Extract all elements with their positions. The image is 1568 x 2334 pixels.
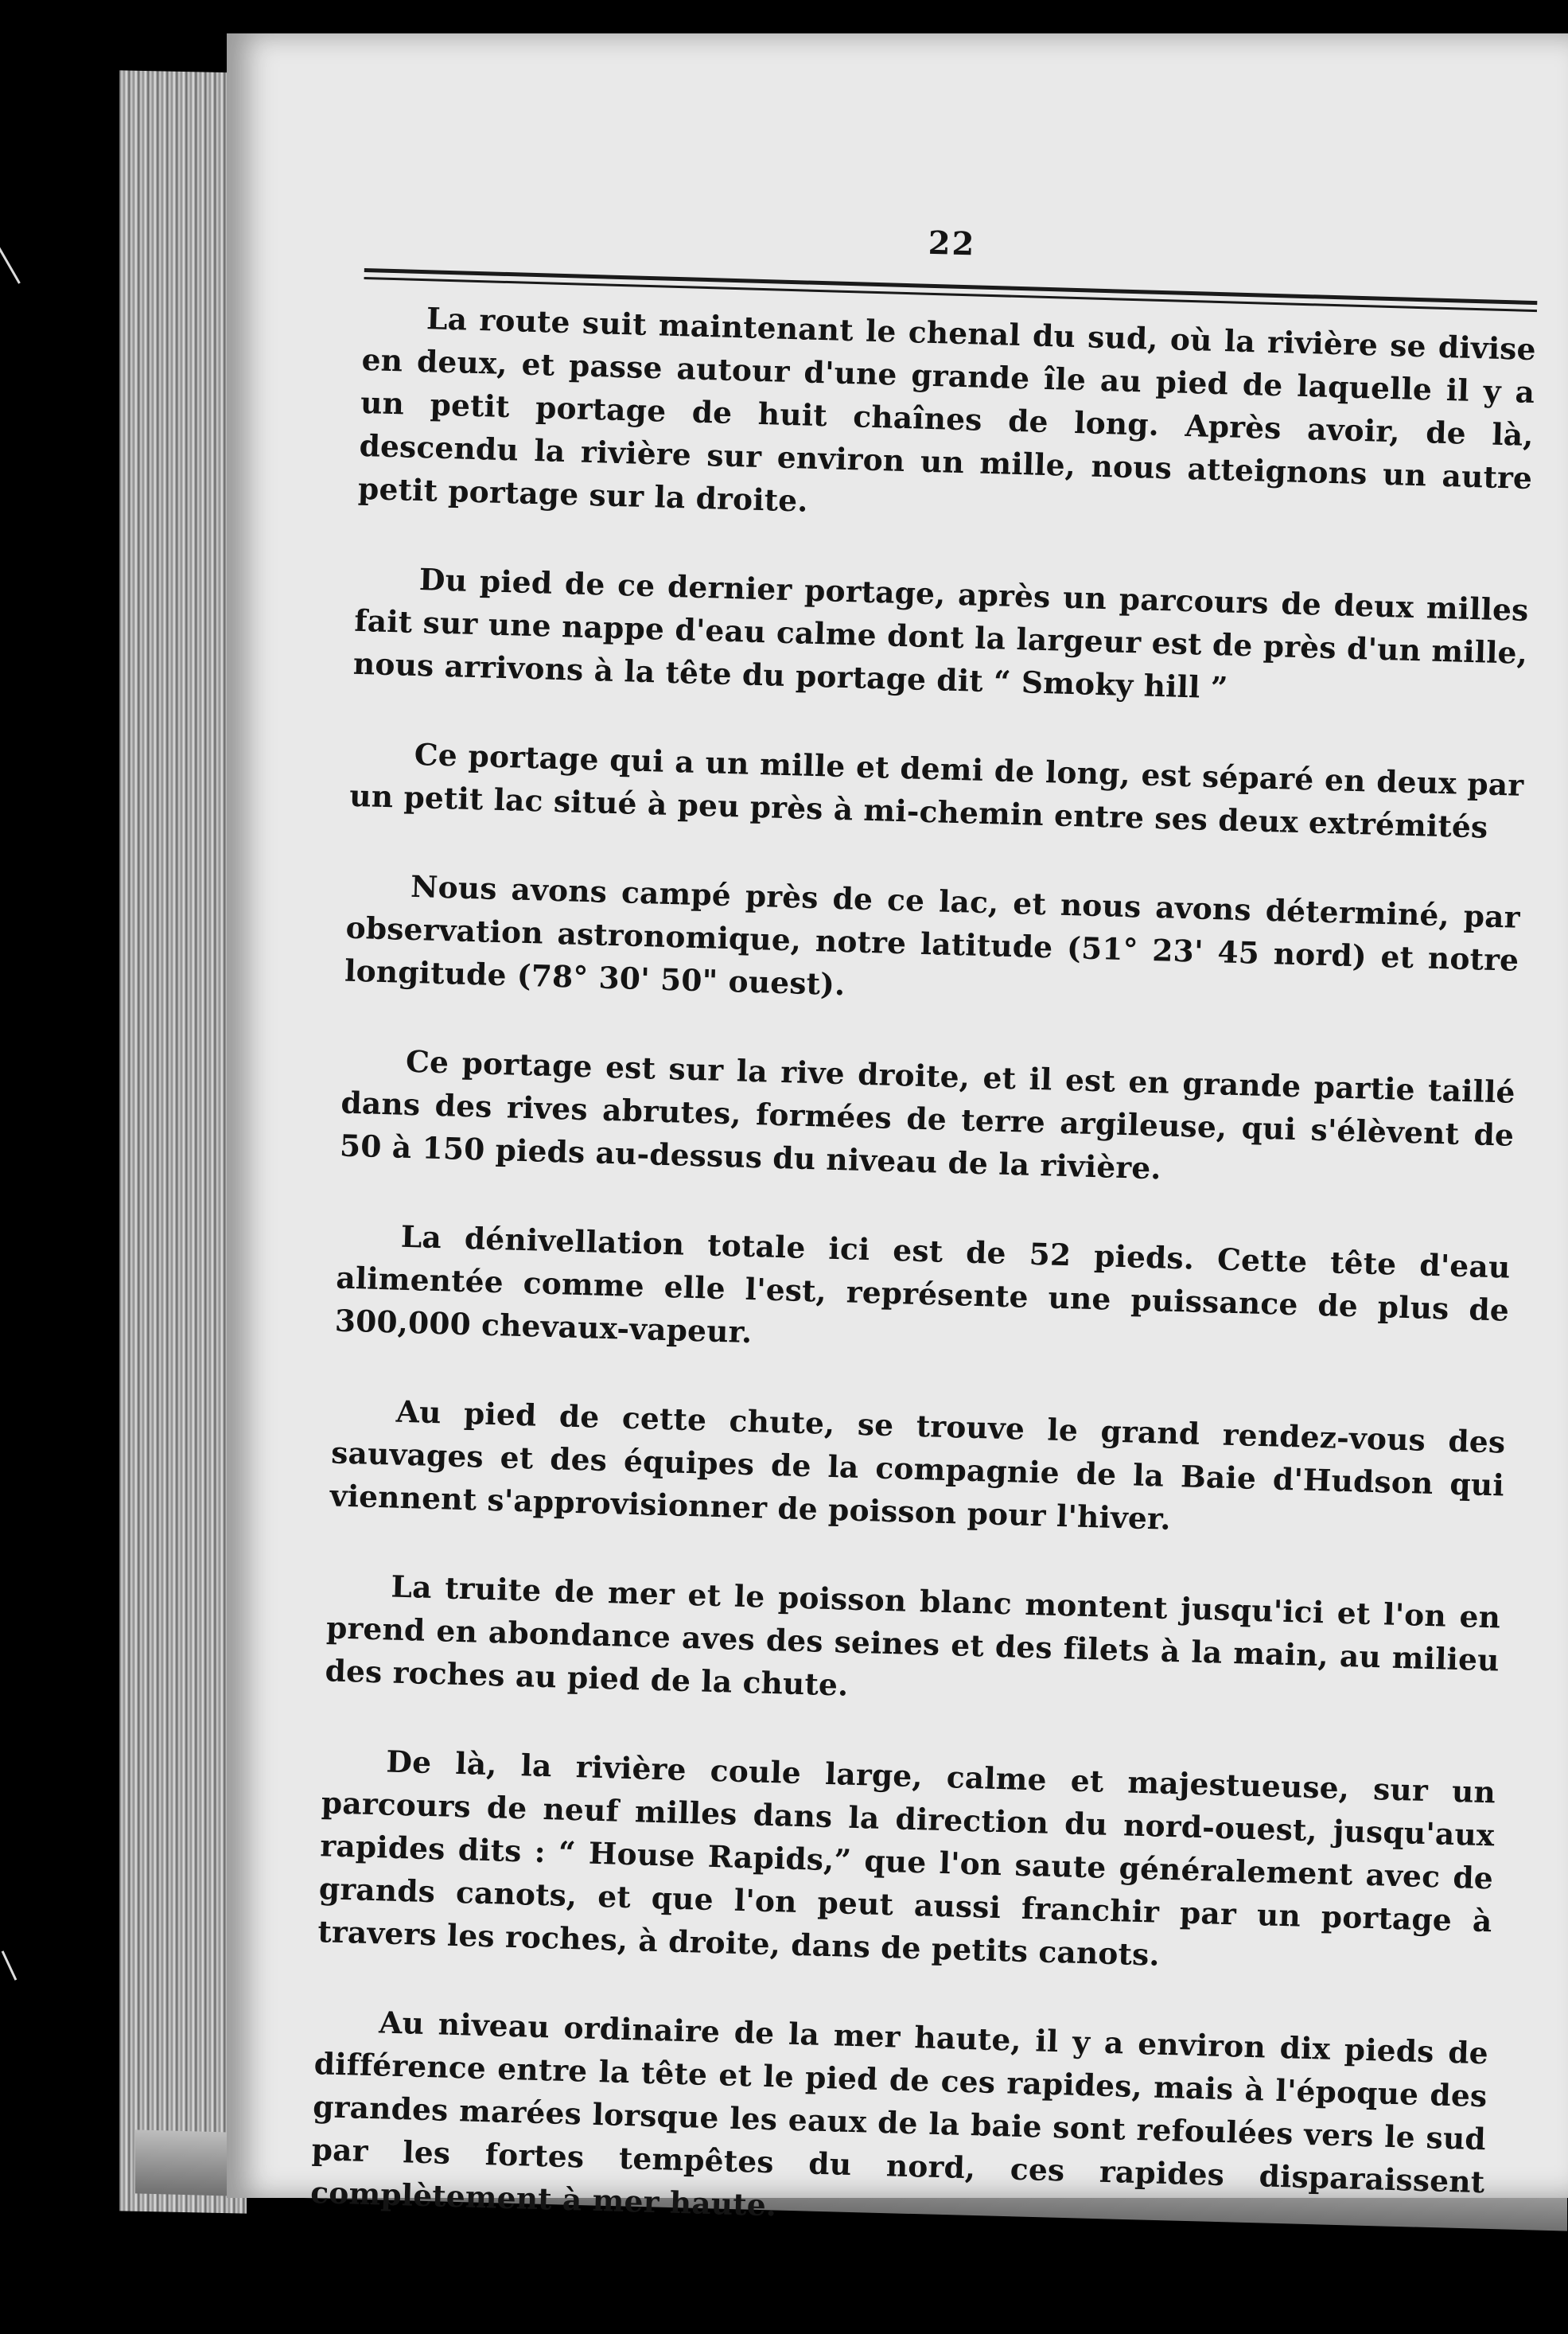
paragraph-2: Du pied de ce dernier portage, après un parcours de deux milles fait sur une nappe d'eau calme dont la largeur est de près d'un mille, nous arrivons à la tête du portage dit “ Smoky hill ” — [352, 562, 1530, 706]
paragraph-7: Au pied de cette chute, se trouve le grand rendez-vous des sauvages et des équipes de la compagnie de la Baie d'Hudson qui viennent s'approvisionner de poisson pour l'hiver. — [329, 1393, 1506, 1537]
page-number: 22 — [928, 224, 977, 263]
paragraph-4: Nous avons campé près de ce lac, et nous avons déterminé, par observation astronomique, notre latitude (51° 23' 45 nord) et notre longitude (78° 30' 50" ouest). — [344, 868, 1521, 1003]
paragraph-6: La dénivellation totale ici est de 52 pieds. Cette tête d'eau alimentée comme elle l'est, représente une puissance de plus de 300,000 chevaux-vapeur. — [334, 1218, 1512, 1350]
paragraph-5: Ce portage est sur la rive droite, et il est en grande partie taillé dans des rives abrutes, formées de terre argileuse, qui s'élèvent de 50 à 150 pieds au-dessus du niveau de la rivière. — [339, 1043, 1516, 1186]
paragraph-10: Au niveau ordinaire de la mer haute, il y a environ dix pieds de différence entre la tête et le pied de ces rapides, mais à l'époque des grandes marées lorsque les eaux de la baie sont refoulées vers le sud par les fortes tempêtes du nord, ces rapides disparaissent complètement à mer haute. — [309, 2005, 1489, 2223]
book-page — [227, 33, 1568, 2223]
paragraph-9: De là, la rivière coule large, calme et majestueuse, sur un parcours de neuf milles dans la direction du nord-ouest, jusqu'aux rapides dits : “ House Rapids,” que l'on saute généralement avec de grands canots, et que l'on peut aussi franchir par un portage à travers les roches, à droite, dans de petits canots. — [317, 1744, 1496, 1973]
paragraph-1: La route suit maintenant le chenal du sud, où la rivière se divise en deux, et passe autour d'une grande île au pied de laquelle il y a un petit portage de huit chaînes de long. Après avoir, de là, descendu la rivière sur environ un mille, nous atteignons un autre petit portage sur la droite. — [357, 301, 1537, 519]
paragraph-8: La truite de mer et le poisson blanc montent jusqu'ici et l'on en prend en abondance aves des seines et des filets à la main, au milieu des roches au pied de la chute. — [325, 1568, 1501, 1703]
paragraph-3: Ce portage qui a un mille et demi de long, est séparé en deux par un petit lac situé à peu près à mi-chemin entre ses deux extrémités — [348, 736, 1524, 845]
page-content — [309, 208, 1539, 2293]
